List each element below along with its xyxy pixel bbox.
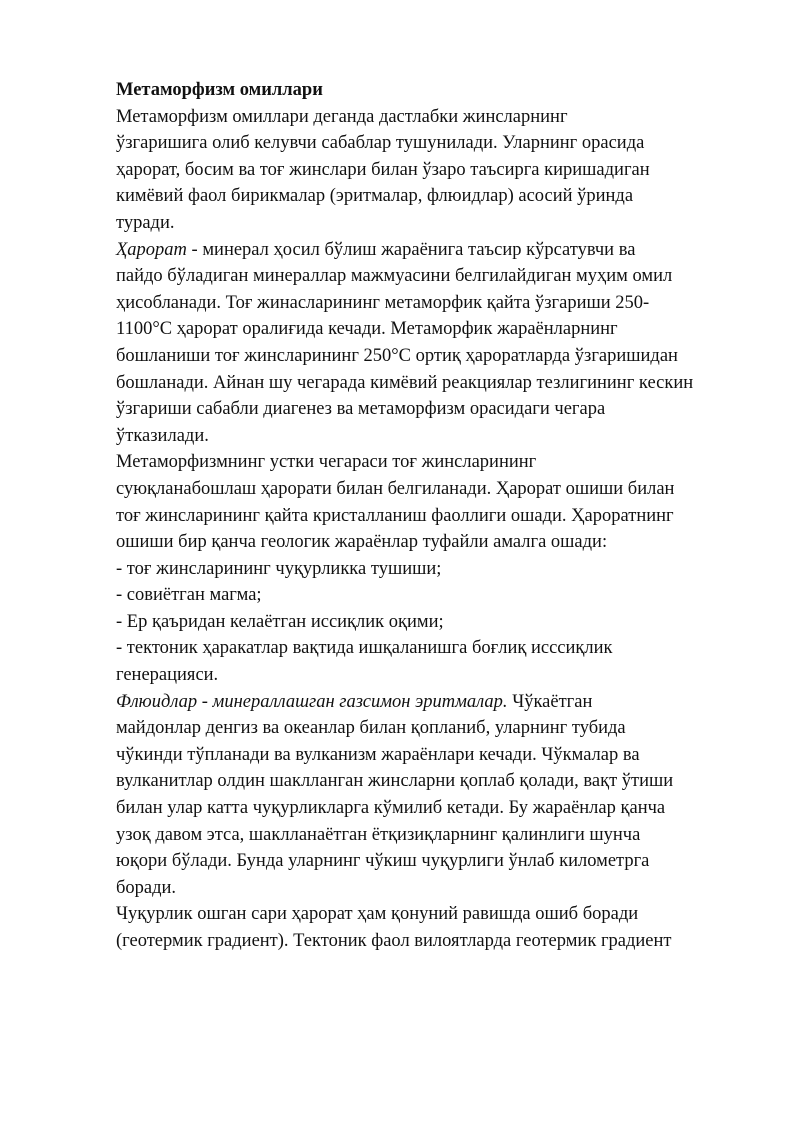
text-run: кимёвий фаол бирикмалар (эритмалар, флюидлар) асосий ўринда xyxy=(116,186,634,207)
text-run: - минерал ҳосил бўлиш жараёнига таъсир кўрсатувчи ва xyxy=(186,239,636,260)
text-run: тоғ жинсларининг қайта кристалланиш фаоллиги ошади. Ҳароратнинг xyxy=(116,505,674,526)
text-run: - тектоник ҳаракатлар вақтида ишқаланишга боғлиқ исссиқлик xyxy=(116,638,613,659)
text-line xyxy=(116,396,756,423)
text-run: узоқ давом этса, шаклланаётган ётқизиқларнинг қалинлиги шунча xyxy=(116,824,641,845)
text-line xyxy=(116,343,756,370)
text-line xyxy=(116,157,756,184)
text-run: ўтказилади. xyxy=(116,425,209,446)
text-run: боради. xyxy=(116,877,177,898)
text-line xyxy=(116,875,756,902)
text-run: 1100°С ҳарорат оралиғида кечади. Метаморфик жараёнларнинг xyxy=(116,319,618,340)
text-line xyxy=(116,104,756,131)
text-line xyxy=(116,210,756,237)
text-line xyxy=(116,476,756,503)
text-run: туради. xyxy=(116,212,175,233)
text-line xyxy=(116,795,756,822)
document-title: Метаморфизм омиллари xyxy=(116,80,323,100)
text-run: ҳисобланади. Тоғ жинасларининг метаморфик қайта ўзгариши 250- xyxy=(116,292,650,313)
text-run: генерацияси. xyxy=(116,665,219,686)
text-line xyxy=(116,822,756,849)
text-line xyxy=(116,290,756,317)
text-line xyxy=(116,423,756,450)
text-line xyxy=(116,370,756,397)
document-text xyxy=(116,104,756,955)
text-line xyxy=(116,768,756,795)
text-line xyxy=(116,130,756,157)
text-line xyxy=(116,449,756,476)
text-run: Чуқурлик ошган сари ҳарорат ҳам қонуний равишда ошиб боради xyxy=(116,904,639,925)
text-run: ўзгаришига олиб келувчи сабаблар тушунилади. Уларнинг орасида xyxy=(116,133,645,154)
text-line xyxy=(116,848,756,875)
text-run: юқори бўлади. Бунда уларнинг чўкиш чуқурлиги ўнлаб километрга xyxy=(116,851,650,872)
text-run: (геотермик градиент). Тектоник фаол вилоятларда геотермик градиент xyxy=(116,931,672,951)
italic-text-run: Ҳарорат xyxy=(116,239,187,260)
text-line xyxy=(116,742,756,769)
text-line xyxy=(116,183,756,210)
text-run: чўкинди тўпланади ва вулканизм жараёнлари кечади. Чўкмалар ва xyxy=(116,744,640,765)
text-run: майдонлар денгиз ва океанлар билан қопланиб, уларнинг тубида xyxy=(116,718,626,739)
text-run: Метаморфизм омиллари деганда дастлабки жинсларнинг xyxy=(116,106,568,127)
text-run: Метаморфизмнинг устки чегараси тоғ жинсларининг xyxy=(116,452,537,473)
text-run: - совиётган магма; xyxy=(116,585,262,606)
text-line xyxy=(116,316,756,343)
text-line xyxy=(116,662,756,689)
document-body xyxy=(116,77,756,955)
text-line xyxy=(116,503,756,530)
text-run: бошланиши тоғ жинсларининг 250°С ортиқ ҳароратларда ўзгаришидан xyxy=(116,345,678,366)
text-run: Чўкаётган xyxy=(507,691,593,712)
text-line xyxy=(116,237,756,264)
text-line xyxy=(116,556,756,583)
text-line xyxy=(116,689,756,716)
text-line xyxy=(116,609,756,636)
text-line xyxy=(116,901,756,928)
text-run: - тоғ жинсларининг чуқурликка тушиши; xyxy=(116,558,442,579)
text-run: бошланади. Айнан шу чегарада кимёвий реакциялар тезлигининг кескин xyxy=(116,372,694,393)
text-run: ўзгариши сабабли диагенез ва метаморфизм орасидаги чегара xyxy=(116,399,606,420)
text-line xyxy=(116,715,756,742)
text-line xyxy=(116,635,756,662)
text-run: вулканитлар олдин шаклланган жинсларни қоплаб қолади, вақт ўтиши xyxy=(116,771,674,792)
text-run: билан улар катта чуқурликларга кўмилиб кетади. Бу жараёнлар қанча xyxy=(116,798,666,819)
text-run: ҳарорат, босим ва тоғ жинслари билан ўзаро таъсирга киришадиган xyxy=(116,159,650,180)
text-line xyxy=(116,582,756,609)
text-run: суюқланабошлаш ҳарорати билан белгиланади. Ҳарорат ошиши билан xyxy=(116,478,675,499)
text-run: пайдо бўладиган минераллар мажмуасини белгилайдиган муҳим омил xyxy=(116,266,673,287)
text-run: ошиши бир қанча геологик жараёнлар туфайли амалга ошади: xyxy=(116,532,608,553)
text-line xyxy=(116,529,756,556)
italic-text-run: Флюидлар - минераллашган газсимон эритмалар. xyxy=(116,691,508,712)
text-line xyxy=(116,263,756,290)
text-line xyxy=(116,928,756,955)
text-run: - Ер қаъридан келаётган иссиқлик оқими; xyxy=(116,611,444,632)
